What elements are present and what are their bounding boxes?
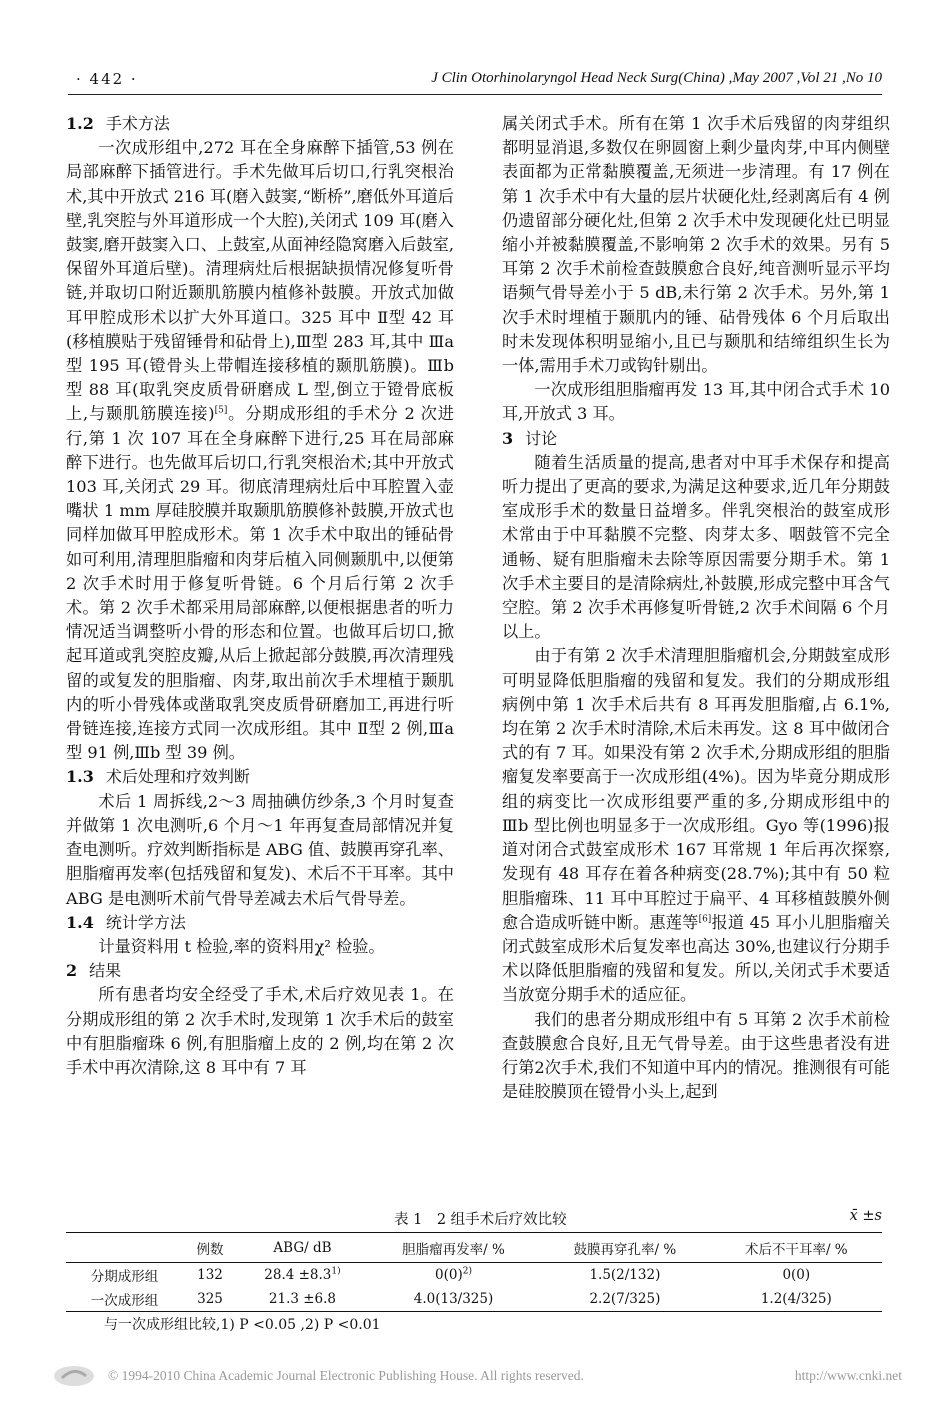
- perforation-cell: 2.2(7/325): [539, 1287, 710, 1312]
- cholesteatoma-cell: $0(0)^{2)}$: [435, 1266, 472, 1283]
- results-continued-paragraph: 属关闭式手术。所有在第 1 次手术后残留的肉芽组织都明显消退,多数仅在卵圆窗上剩少量肉芽,中耳内侧壁表面都为正常黏膜覆盖,无须进一步清理。有 17 例在第 1 次手术中有大量的层片状硬化灶,经剥离后有 4 例仍遗留部分硬化灶,但第 2 次手术中发现硬化灶已明显缩小并被黏膜覆盖,不影响第 2 次手术的效果。另有 5 耳第 2 次手术前检查鼓膜愈合良好,纯音测听显示平均语频气骨导差小于 5 dB,未行第 2 次手术。另外,第 1 次手术时埋植于颞肌内的锤、砧骨残体 6 个月后取出时未发现体积明显缩小,且已与颞肌和结缔组织生长为一体,需用手术刀或钩针剔出。: [502, 114, 890, 376]
- group-cell: 分期成形组: [90, 1269, 159, 1285]
- journal-citation: J Clin Otorhinolaryngol Head Neck Surg(China) ,May 2007 ,Vol 21 ,No 10: [431, 70, 882, 86]
- section-1-4-heading: 1.4 统计学方法: [66, 912, 186, 932]
- abg-cell: 21.3 ±6.8: [237, 1287, 368, 1312]
- discussion-paragraph-3: 我们的患者分期成形组中有 5 耳第 2 次手术前检查鼓膜愈合良好,且无气骨导差。由于这些患者没有进行第2次手术,我们不知道中耳内的情况。推测很有可能是硅胶膜顶在镫骨小头上,起到: [502, 1009, 890, 1102]
- section-2-paragraph: 所有患者均安全经受了手术,术后疗效见表 1。在分期成形组的第 2 次手术时,发现第 1 次手术后的鼓室中有胆脂瘤珠 6 例,有胆脂瘤上皮的 2 例,均在第 2 次手术中再次清除,这 8 耳中有 7 耳: [66, 985, 454, 1077]
- table-header: ABG/ dB: [237, 1233, 368, 1263]
- page-number: · 442 ·: [76, 70, 138, 88]
- citation-ref[interactable]: [5]: [214, 406, 228, 417]
- right-column: [502, 112, 890, 1104]
- discussion-paragraph-2: 由于有第 2 次手术清理胆脂瘤机会,分期鼓室成形可明显降低胆脂瘤的残留和复发。我们的分期成形组病例中第 1 次手术后共有 8 耳再发胆脂瘤,占 6.1%,均在第 2 次手术时清除,术后未再发。这 8 耳中做闭合式的有 7 耳。如果没有第 2 次手术,分期成形组的胆脂瘤复发率要高于一次成形组(4%)。因为毕竟分期成形组的病变比一次成形组要严重的多,分期成形组中的 Ⅲb 型比例也明显多于一次成形组。Gyo 等(1996)报道对闭合式鼓室成形术 167 耳常规 1 年后再次探察,发现有 48 耳存在着各种病变(28.7%);其中有 50 粒胆脂瘤珠、11 耳中耳腔过于扁平、4 耳移植鼓膜外侧愈合造成听链中断。惠莲等[6]报道 45 耳小儿胆脂瘤关闭式鼓室成形术后复发率也高达 30%,也建议行分期手术以降低胆脂瘤的残留和复发。所以,关闭式手术要适当放宽分期手术的适应征。: [502, 646, 891, 1005]
- table-header: [66, 1233, 183, 1263]
- cholesteatoma-cell: 4.0(13/325): [368, 1287, 539, 1312]
- abg-cell: $28.4 \pm 8.3^{1)}$: [264, 1266, 341, 1283]
- count-cell: 325: [183, 1287, 237, 1312]
- discussion-paragraph-1: 随着生活质量的提高,患者对中耳手术保存和提高听力提出了更高的要求,为满足这种要求,近几年分期鼓室成形手术的数量日益增多。伴乳突根治的鼓室成形术常由于中耳黏膜不完整、肉芽太多、咽鼓管不完全通畅、疑有胆脂瘤未去除等原因需要分期手术。第 1 次手术主要目的是清除病灶,补鼓膜,形成完整中耳含气空腔。第 2 次手术再修复听骨链,2 次手术间隔 6 个月以上。: [502, 452, 890, 642]
- publisher-logo-icon: [52, 1364, 96, 1392]
- citation-ref[interactable]: [6]: [698, 914, 712, 925]
- copyright-notice: © 1994-2010 China Academic Journal Electronic Publishing House. All rights reserved.: [108, 1368, 584, 1383]
- page-footer: [52, 1364, 902, 1388]
- table-header-row: [66, 1233, 882, 1263]
- count-cell: 132: [197, 1267, 223, 1283]
- table-stat-note: x̄ ±s: [849, 1208, 882, 1224]
- table-header: 胆脂瘤再发率/ %: [368, 1233, 539, 1263]
- section-1-3-paragraph: 术后 1 周拆线,2～3 周抽碘仿纱条,3 个月时复查并做第 1 次电测听,6 个月～1 年再复查局部情况并复查电测听。疗效判断指标是 ABG 值、鼓膜再穿孔率、胆脂瘤再发率(包括残留和复发)、术后不干耳率。其中 ABG 是电测听术前气骨导差减去术后气骨导差。: [66, 791, 454, 908]
- wet-ear-cell: 0(0): [782, 1267, 811, 1283]
- section-3-heading: 3 讨论: [502, 428, 558, 448]
- cnki-link[interactable]: http://www.cnki.net: [794, 1368, 902, 1383]
- table-row: [66, 1287, 882, 1312]
- table-header: 术后不干耳率/ %: [711, 1233, 882, 1263]
- section-1-3-heading: 1.3 术后处理和疗效判断: [66, 767, 250, 787]
- table-title: 表 1 2 组手术后疗效比较: [394, 1212, 567, 1228]
- section-2-heading: 2 结果: [66, 961, 122, 981]
- perforation-cell: 1.5(2/132): [589, 1267, 661, 1283]
- results-paragraph-2: 一次成形组胆脂瘤再发 13 耳,其中闭合式手术 10 耳,开放式 3 耳。: [502, 380, 890, 424]
- left-column: [66, 112, 454, 1080]
- running-header: [68, 68, 882, 95]
- table-header: 例数: [183, 1233, 237, 1263]
- results-table: [66, 1232, 882, 1312]
- section-1-2-heading: 1.2 手术方法: [66, 114, 170, 133]
- section-1-2-paragraph: 一次成形组中,272 耳在全身麻醉下插管,53 例在局部麻醉下插管进行。手术先做耳后切口,行乳突根治术,其中开放式 216 耳(磨入鼓窦,“断桥”,磨低外耳道后壁,乳突腔与外耳道形成一个大腔),关闭式 109 耳(磨入鼓窦,磨开鼓窦入口、上鼓室,从面神经隐窝磨入后鼓室,保留外耳道后壁)。清理病灶后根据缺损情况修复听骨链,并取切口附近颞肌筋膜内植修补鼓膜。开放式加做耳甲腔成形术以扩大外耳道口。325 耳中 Ⅱ型 42 耳(移植膜贴于残留锤骨和砧骨上),Ⅲ型 283 耳,其中 Ⅲa 型 195 耳(镫骨头上带帽连接移植的颞肌筋膜)。Ⅲb 型 88 耳(取乳突皮质骨研磨成 L 型,倒立于镫骨底板上,与颞肌筋膜连接)[5]。分期成形组的手术分 2 次进行,第 1 次 107 耳在全身麻醉下进行,25 耳在局部麻醉下进行。也先做耳后切口,行乳突根治术;其中开放式 103 耳,关闭式 29 耳。彻底清理病灶后中耳腔置入壶嘴状 1 mm 厚硅胶膜并取颞肌筋膜修补鼓膜,开放式也同样加做耳甲腔成形术。第 1 次手术中取出的锤砧骨如可利用,清理胆脂瘤和肉芽后植入同侧颞肌中,以便第 2 次手术时用于修复听骨链。6 个月后行第 2 次手术。第 2 次手术都采用局部麻醉,以便根据患者的听力情况适当调整听小骨的形态和位置。也做耳后切口,掀起耳道或乳突腔皮瓣,从后上掀起部分鼓膜,再次清理残留的或复发的胆脂瘤、肉芽,取出前次手术埋植于颞肌内的听小骨残体或凿取乳突皮质骨研磨加工,再进行听骨链连接,连接方式同一次成形组。其中 Ⅱ型 2 例,Ⅲa 型 91 例,Ⅲb 型 39 例。: [66, 138, 454, 763]
- table-header: 鼓膜再穿孔率/ %: [539, 1233, 710, 1263]
- table-row: [66, 1263, 882, 1288]
- wet-ear-cell: 1.2(4/325): [711, 1287, 882, 1312]
- group-cell: 一次成形组: [66, 1287, 183, 1312]
- table-footnote: 与一次成形组比较,1) P <0.05 ,2) P <0.01: [104, 1317, 381, 1333]
- section-1-4-paragraph: 计量资料用 t 检验,率的资料用χ² 检验。: [98, 936, 385, 956]
